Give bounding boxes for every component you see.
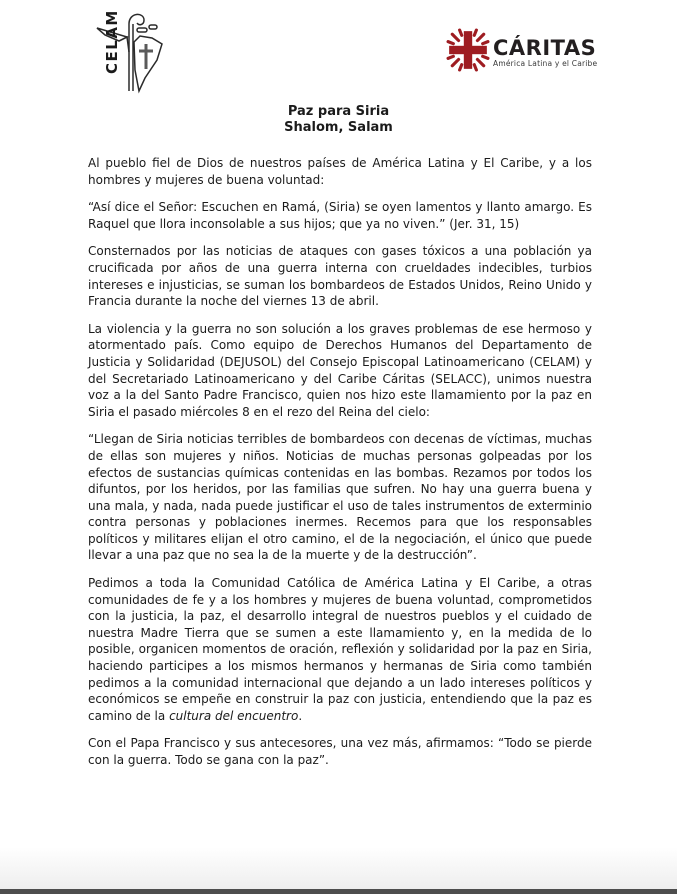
paragraph-segment: . <box>298 708 303 723</box>
document-header <box>0 0 677 100</box>
paragraph-segment: “Así dice el Señor: Escuchen en Ramá, (Siria) se oyen lamentos y llanto amargo. Es Raquel que llora inconsolable a sus hijos; que ya no viven.” (Jer. 31, 15) <box>88 200 592 231</box>
caritas-cross-icon <box>446 28 490 76</box>
paragraph-segment: Con el Papa Francisco y sus antecesores, una vez más, afirmamos: “Todo se pierde con la guerra. Todo se gana con la paz”. <box>88 736 592 767</box>
paragraph-6 <box>88 575 592 724</box>
document-title <box>0 104 677 136</box>
paragraph-2 <box>88 199 592 232</box>
document-body <box>0 136 677 769</box>
caritas-logo-text <box>493 37 597 68</box>
paragraph-segment: La violencia y la guerra no son solución a los graves problemas de ese hermoso y atormentado país. Como equipo de Derechos Humanos del Departamento de Justicia y Solidaridad (DEJUSOL) del Consejo Episcopal Latinoamericano (CELAM) y del Secretariado Latinoamericano y del Caribe Cáritas (SELACC), unimos nuestra voz a la del Santo Padre Francisco, quien nos hizo este llamamiento por la paz en Siria el pasado miércoles 8 en el rezo del Reina del cielo: <box>88 321 592 419</box>
caritas-logo-tagline: América Latina y el Caribe <box>493 58 598 68</box>
page-edge-bar <box>0 889 677 894</box>
document-title-line1: Paz para Siria <box>287 104 390 119</box>
paragraph-segment: Pedimos a toda la Comunidad Católica de América Latina y El Caribe, a otras comunidades de fe y a los hombres y mujeres de buena voluntad, comprometidos con la justicia, la paz, el desarrollo integral de nuestros pueblos y el cuidado de nuestra Madre Tierra que se sumen a este llamamiento y, en la medida de lo posible, organicen momentos de oración, reflexión y solidaridad por la paz en Siria, haciendo participes a los mismos hermanos y hermanas de Siria como también pedimos a la comunidad internacional que dejando a un lado intereses políticos y económicos se empeñe en construir la paz con justicia, entendiendo que la paz es camino de la <box>88 576 592 723</box>
celam-logo-text: CELAM <box>103 9 121 74</box>
paragraph-7 <box>88 735 592 768</box>
paragraph-segment: Al pueblo fiel de Dios de nuestros países de América Latina y El Caribe, y a los hombres y mujeres de buena voluntad: <box>88 156 592 187</box>
celam-logo <box>93 8 169 98</box>
paragraph-5 <box>88 431 592 564</box>
paragraph-segment: Consternados por las noticias de ataques con gases tóxicos a una población ya crucificada por años de una guerra interna con crueldades indecibles, turbios intereses e injusticias, se suman los bombardeos de Estados Unidos, Reino Unido y Francia durante la noche del viernes 13 de abril. <box>88 244 592 309</box>
caritas-logo-name: CÁRITAS <box>493 35 597 60</box>
document-title-line2: Shalom, Salam <box>284 120 393 135</box>
celam-logo-icon <box>93 9 169 98</box>
paragraph-4 <box>88 321 592 421</box>
caritas-logo <box>446 28 597 76</box>
paragraph-3 <box>88 243 592 309</box>
page-bottom-shadow <box>0 847 677 889</box>
paragraph-segment-italic: cultura del encuentro <box>169 708 299 723</box>
paragraph-segment: “Llegan de Siria noticias terribles de bombardeos con decenas de víctimas, muchas de ellas son mujeres y niños. Noticias de muchas personas golpeadas por los efectos de sustancias químicas contenidas en las bombas. Rezamos por todos los difuntos, por los heridos, por las familias que sufren. No hay una guerra buena y una mala, y nada, nada puede justificar el uso de tales instrumentos de exterminio contra personas y poblaciones inermes. Recemos para que los responsables políticos y militares elijan el otro camino, el de la negociación, el único que puede llevar a una paz que no sea la de la muerte y de la destrucción”. <box>88 432 592 563</box>
paragraph-1 <box>88 155 592 188</box>
